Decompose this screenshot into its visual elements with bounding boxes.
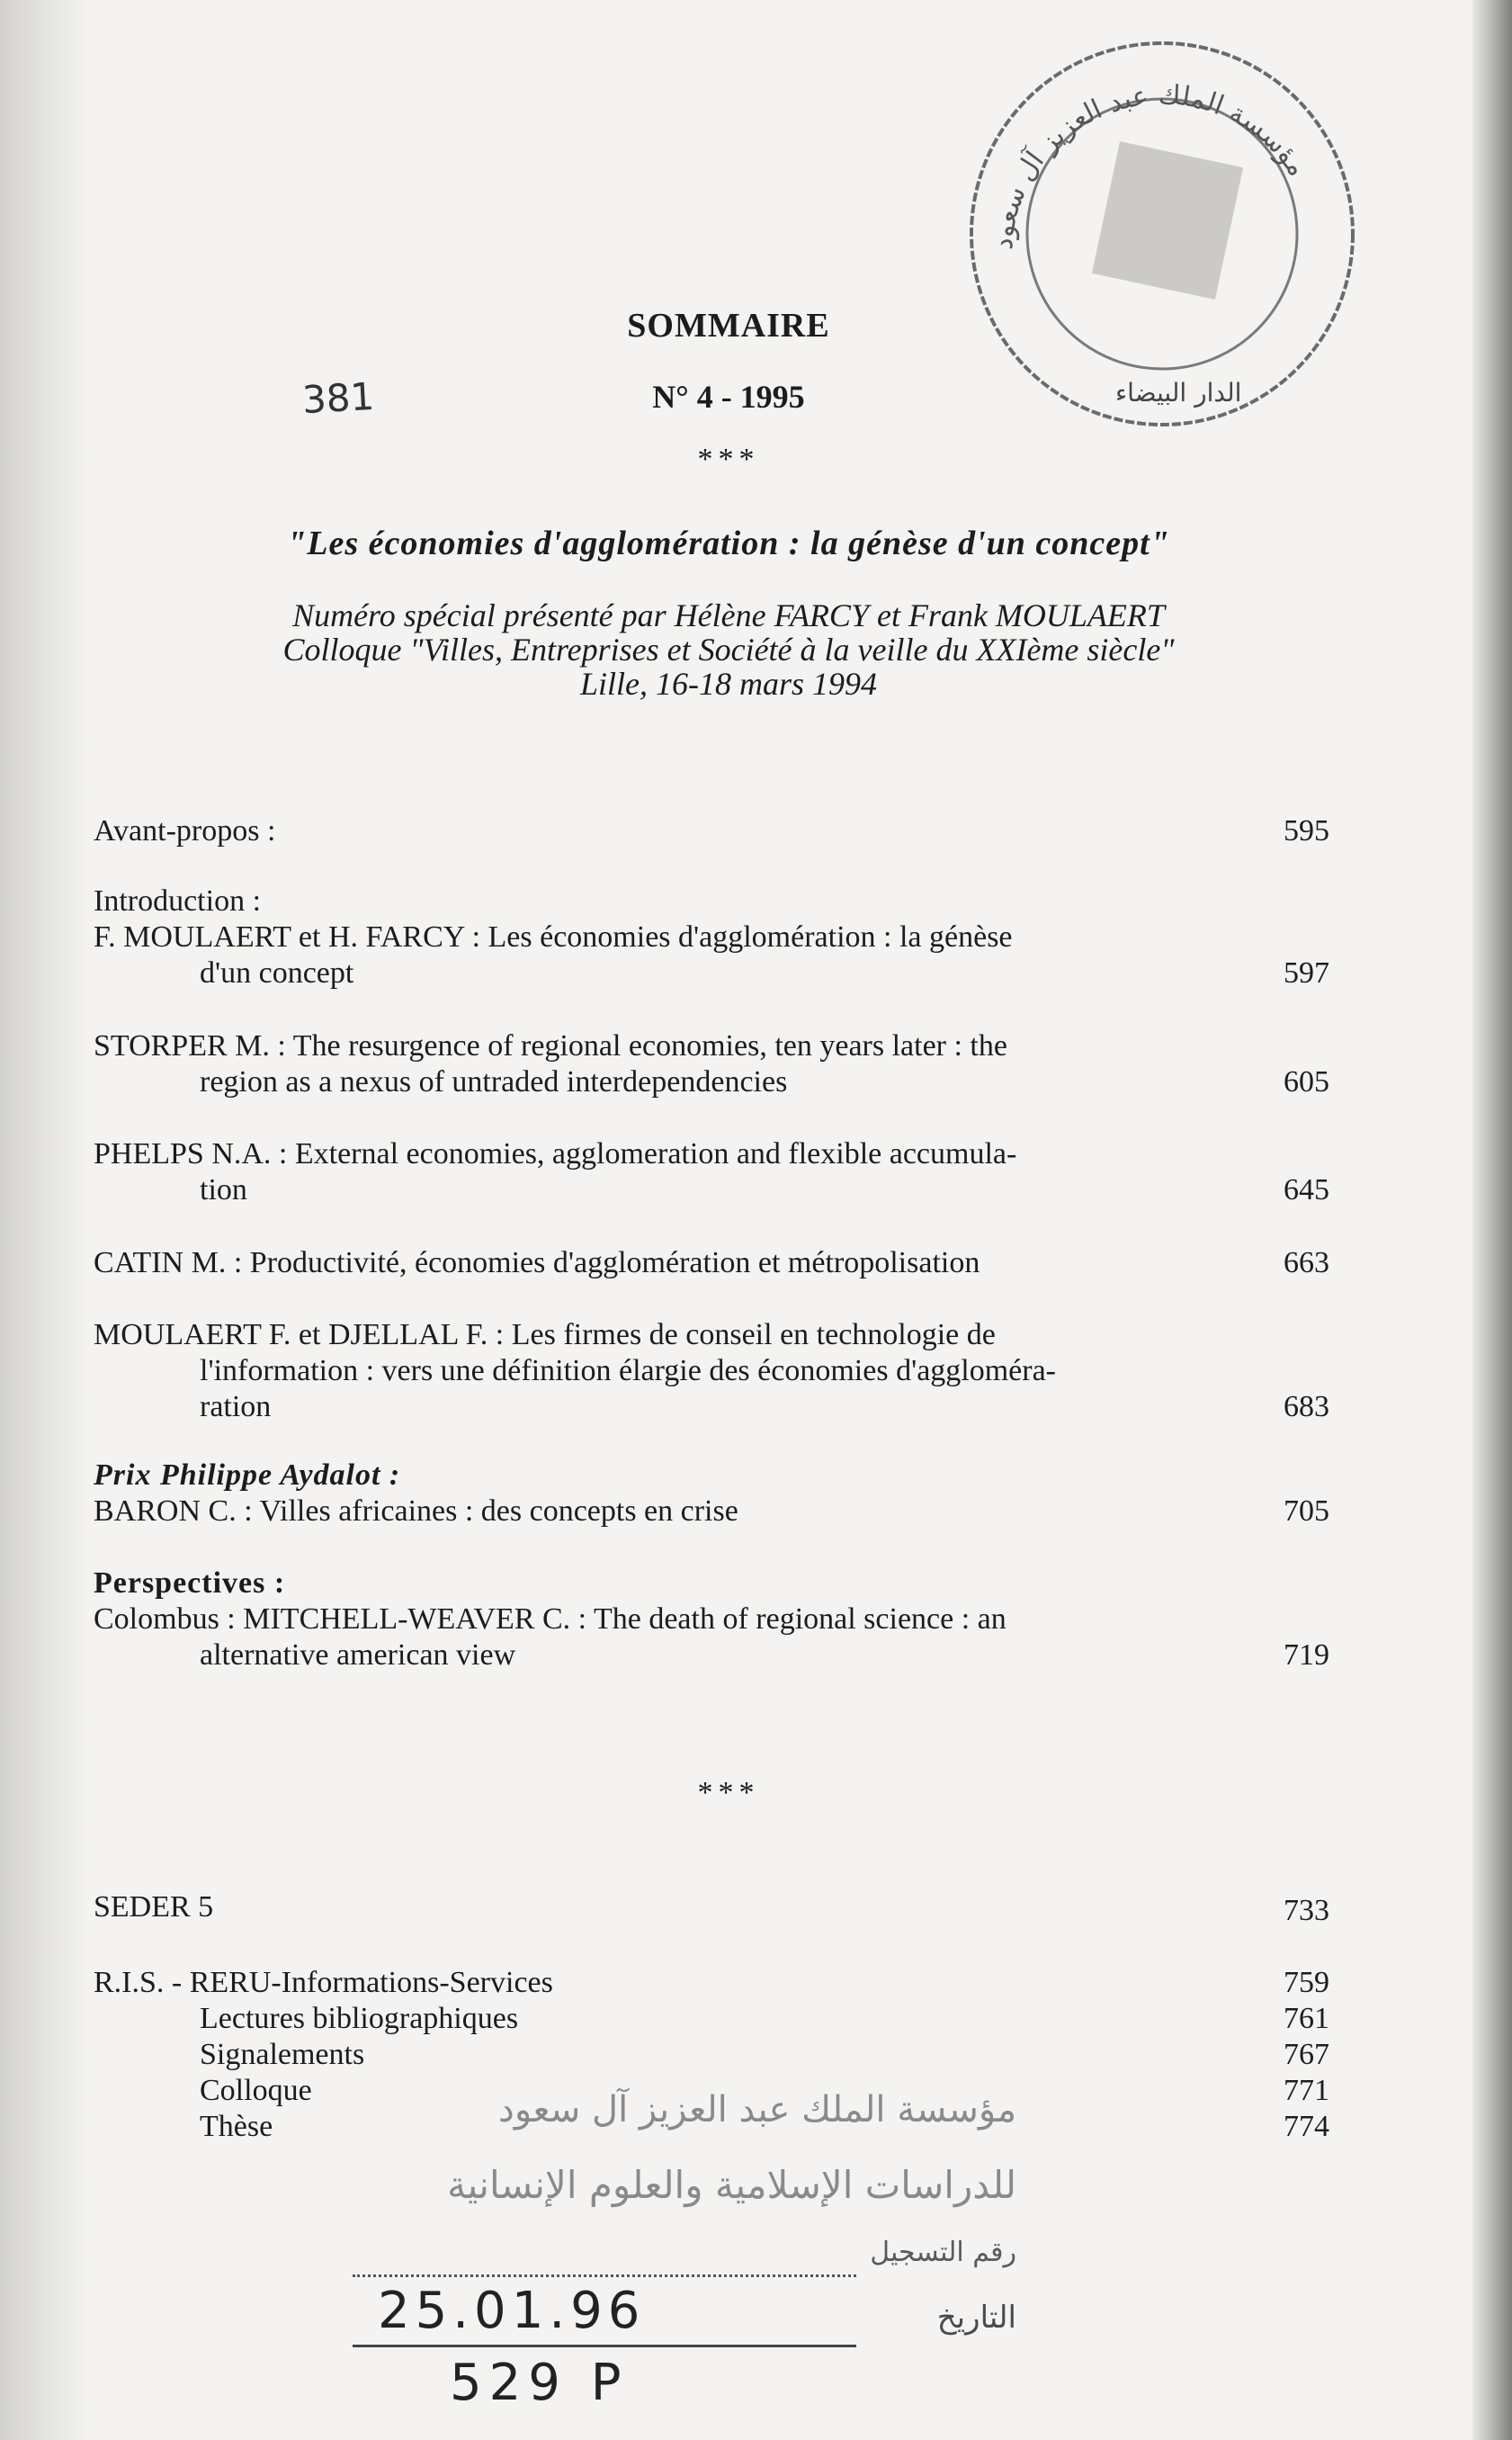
toc-page-number: 705 [1284, 1494, 1329, 1528]
date-label: التاريخ [936, 2300, 1016, 2336]
page-title: SOMMAIRE [627, 307, 830, 345]
subtitle-line: Numéro spécial présenté par Hélène FARCY et Frank MOULAERT [292, 597, 1165, 633]
toc-entry-label: SEDER 5 [94, 1890, 214, 1924]
scan-left-shadow [0, 0, 90, 2440]
stamp-bottom-text: الدار البيضاء [1115, 378, 1242, 408]
toc-page-number: 663 [1284, 1246, 1329, 1279]
toc-page-number: 767 [1284, 2038, 1329, 2071]
toc-entry-line: l'information : vers une définition élargie des économies d'aggloméra- [200, 1354, 1056, 1387]
toc-entry-line: STORPER M. : The resurgence of regional economies, ten years later : the [94, 1029, 1007, 1063]
toc-page-number: 645 [1284, 1173, 1329, 1207]
stamp-arc-text: مؤسسة الملك عبد العزيز آل سعود [987, 79, 1313, 251]
toc-subentry: Lectures bibliographiques [200, 2002, 519, 2035]
toc-entry-line: d'un concept [200, 956, 354, 990]
toc-section-heading: Introduction : [94, 884, 262, 918]
toc-entry-line: Colombus : MITCHELL-WEAVER C. : The death of regional science : an [94, 1602, 1007, 1636]
toc-page-number: 733 [1284, 1894, 1329, 1927]
toc-page-number: 595 [1284, 814, 1329, 848]
library-stamp-line: مؤسسة الملك عبد العزيز آل سعود [498, 2089, 1016, 2131]
registration-label: رقم التسجيل [870, 2237, 1016, 2268]
separator-stars: *** [697, 1776, 760, 1809]
toc-entry-line: F. MOULAERT et H. FARCY : Les économies d'agglomération : la génèse [94, 920, 1013, 954]
toc-section-heading: Prix Philippe Aydalot : [94, 1458, 401, 1492]
separator-stars: *** [697, 443, 760, 476]
toc-page-number: 774 [1284, 2110, 1329, 2143]
toc-page-number: 719 [1284, 1638, 1329, 1672]
toc-entry-line: CATIN M. : Productivité, économies d'agglomération et métropolisation [94, 1246, 980, 1279]
toc-page-number: 683 [1284, 1390, 1329, 1423]
circular-seal-stamp [935, 25, 1376, 439]
toc-page-number: 597 [1284, 956, 1329, 990]
handwritten-number: 381 [300, 373, 376, 423]
toc-subentry: Thèse [200, 2110, 273, 2143]
toc-entry-line: PHELPS N.A. : External economies, agglomeration and flexible accumula- [94, 1137, 1017, 1171]
toc-page-number: 605 [1284, 1065, 1329, 1099]
toc-page-number: 771 [1284, 2074, 1329, 2107]
handwritten-code: 529 P [450, 2354, 629, 2412]
toc-entry-line: ration [200, 1390, 272, 1423]
toc-subentry: Signalements [200, 2038, 365, 2071]
issue-theme: "Les économies d'agglomération : la génèse d'un concept" [287, 525, 1170, 562]
registration-dotted-line [353, 2274, 856, 2277]
date-underline [353, 2345, 856, 2347]
toc-entry-prix [94, 1458, 1331, 1529]
scan-binding-shadow [1472, 0, 1512, 2440]
toc-entry-line: MOULAERT F. et DJELLAL F. : Les firmes de conseil en technologie de [94, 1318, 996, 1351]
subtitle-line: Colloque "Villes, Entreprises et Société à la veille du XXIème siècle" [282, 632, 1175, 668]
toc-page-number: 761 [1284, 2002, 1329, 2035]
toc-page-number: 759 [1284, 1966, 1329, 1999]
toc-subentry: Colloque [200, 2074, 312, 2107]
library-stamp-line: للدراسات الإسلامية والعلوم الإنسانية [447, 2163, 1016, 2207]
handwritten-date: 25.01.96 [378, 2282, 646, 2340]
subtitle-line: Lille, 16-18 mars 1994 [579, 666, 877, 702]
toc-entry-catin [94, 1245, 1331, 1281]
toc-entry-phelps [94, 1136, 1331, 1208]
toc-entry-perspectives [94, 1565, 1331, 1673]
issue-subtitle [0, 598, 1457, 701]
toc-entry-seder [94, 1889, 1331, 1925]
toc-entry-avant-propos [94, 813, 1331, 849]
toc-entry-label: R.I.S. - RERU-Informations-Services [94, 1966, 553, 1999]
toc-entry-storper [94, 1028, 1331, 1100]
toc-entry-line: tion [200, 1173, 247, 1207]
toc-entry-label: Avant-propos : [94, 814, 276, 848]
issue-number: N° 4 - 1995 [652, 379, 805, 415]
toc-entry-line: BARON C. : Villes africaines : des concepts en crise [94, 1494, 738, 1528]
toc-entry-moulaert-djellal [94, 1317, 1331, 1425]
toc-entry-introduction [94, 884, 1331, 991]
toc-section-heading: Perspectives : [94, 1566, 286, 1600]
toc-entry-line: alternative american view [200, 1638, 516, 1672]
toc-entry-line: region as a nexus of untraded interdependencies [200, 1065, 788, 1099]
